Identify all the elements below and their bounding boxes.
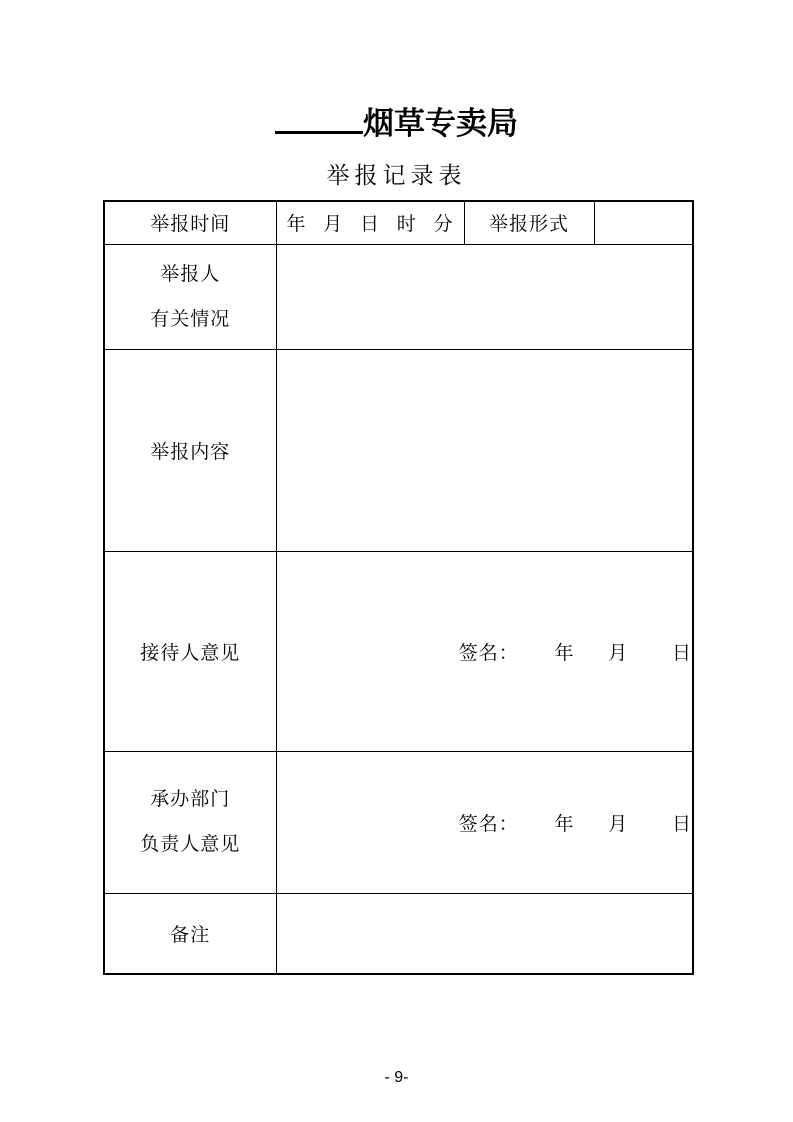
document-title bbox=[0, 102, 793, 146]
department-opinion-label-line1: 承办部门 bbox=[150, 789, 231, 810]
reporter-info-label bbox=[104, 244, 276, 349]
receiver-opinion-label: 接待人意见 bbox=[104, 551, 276, 751]
report-record-table bbox=[103, 200, 694, 975]
signature-year-label: 年 bbox=[554, 642, 575, 664]
department-opinion-value-cell bbox=[276, 751, 693, 893]
hour-label: 时 bbox=[396, 214, 417, 236]
report-time-value-cell bbox=[276, 201, 464, 244]
remarks-label: 备注 bbox=[104, 893, 276, 974]
table-row-report-time bbox=[104, 201, 693, 244]
report-content-value-cell bbox=[276, 349, 693, 551]
department-opinion-label-line2: 负责人意见 bbox=[140, 834, 241, 855]
receiver-opinion-value-cell bbox=[276, 551, 693, 751]
signature-label: 签名： bbox=[458, 642, 519, 664]
table-row-department-opinion bbox=[104, 751, 693, 893]
reporter-info-label-line1: 举报人 bbox=[160, 263, 221, 285]
signature-month-label: 月 bbox=[608, 813, 629, 835]
page-number: - 9- bbox=[384, 1069, 409, 1086]
signature-label: 签名： bbox=[458, 813, 519, 835]
table-row-receiver-opinion bbox=[104, 551, 693, 751]
reporter-info-label-line2: 有关情况 bbox=[150, 308, 231, 330]
form-subtitle: 举报记录表 bbox=[326, 162, 467, 188]
receiver-signature-line bbox=[277, 638, 693, 665]
signature-day-label: 日 bbox=[671, 813, 692, 835]
signature-month-label: 月 bbox=[608, 642, 629, 664]
report-form-label: 举报形式 bbox=[464, 201, 594, 244]
title-text: 烟草专卖局 bbox=[363, 106, 518, 141]
report-content-label: 举报内容 bbox=[104, 349, 276, 551]
report-form-value-cell bbox=[594, 201, 693, 244]
signature-year-label: 年 bbox=[554, 813, 575, 835]
day-label: 日 bbox=[359, 214, 380, 236]
report-time-label: 举报时间 bbox=[104, 201, 276, 244]
remarks-value-cell bbox=[276, 893, 693, 974]
signature-day-label: 日 bbox=[671, 642, 692, 664]
table-row-reporter-info bbox=[104, 244, 693, 349]
month-label: 月 bbox=[323, 214, 344, 236]
year-label: 年 bbox=[286, 214, 307, 236]
reporter-info-value-cell bbox=[276, 244, 693, 349]
table-row-remarks bbox=[104, 893, 693, 974]
table-row-report-content bbox=[104, 349, 693, 551]
department-opinion-label bbox=[104, 751, 276, 893]
department-signature-line bbox=[277, 809, 693, 836]
title-blank-underline bbox=[275, 104, 363, 134]
minute-label: 分 bbox=[433, 214, 454, 236]
